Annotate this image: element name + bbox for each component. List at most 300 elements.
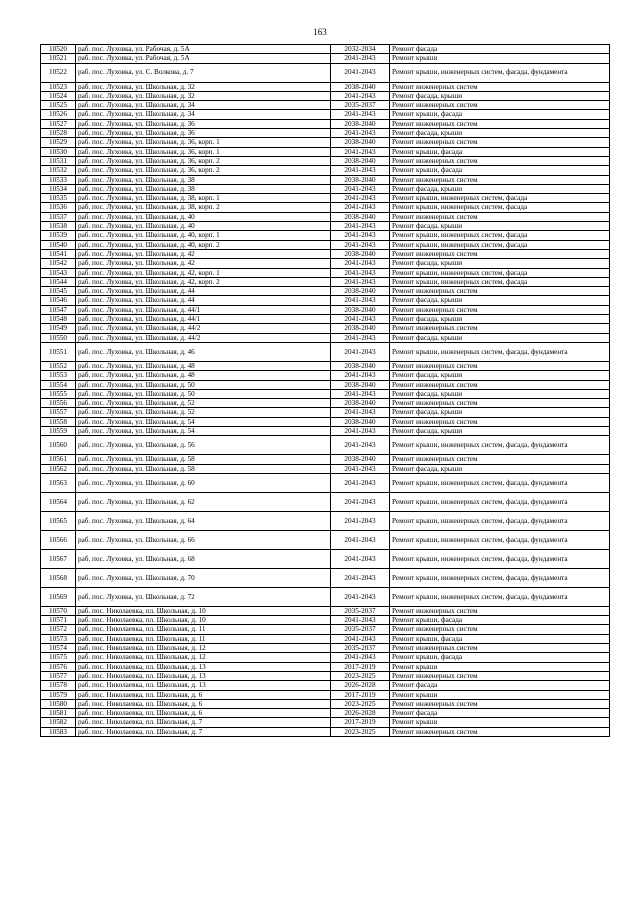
address-cell: раб. пос. Луховка, ул. Школьная, д. 56 bbox=[76, 436, 331, 455]
address-cell: раб. пос. Николаевка, пл. Школьная, д. 7 bbox=[76, 718, 331, 727]
period-cell: 2038-2040 bbox=[331, 455, 390, 464]
table-row bbox=[41, 324, 610, 333]
work-type-cell: Ремонт фасада, крыши bbox=[390, 259, 610, 268]
table-row bbox=[41, 203, 610, 212]
period-cell: 2023-2025 bbox=[331, 727, 390, 736]
row-number-cell: 10540 bbox=[41, 240, 76, 249]
work-type-cell: Ремонт крыши, фасада bbox=[390, 634, 610, 643]
row-number-cell: 10524 bbox=[41, 91, 76, 100]
address-cell: раб. пос. Луховка, ул. Школьная, д. 32 bbox=[76, 91, 331, 100]
table-row bbox=[41, 156, 610, 165]
work-type-cell: Ремонт крыши, фасада bbox=[390, 166, 610, 175]
address-cell: раб. пос. Луховка, ул. Школьная, д. 40, корп. 1 bbox=[76, 231, 331, 240]
work-type-cell: Ремонт крыши, инженерных систем, фасада, фундамента bbox=[390, 436, 610, 455]
address-cell: раб. пос. Николаевка, пл. Школьная, д. 13 bbox=[76, 681, 331, 690]
address-cell: раб. пос. Николаевка, пл. Школьная, д. 6 bbox=[76, 690, 331, 699]
work-type-cell: Ремонт крыши, инженерных систем, фасада, фундамента bbox=[390, 492, 610, 511]
work-type-cell: Ремонт крыши, инженерных систем, фасада, фундамента bbox=[390, 473, 610, 492]
row-number-cell: 10556 bbox=[41, 399, 76, 408]
address-cell: раб. пос. Луховка, ул. Школьная, д. 50 bbox=[76, 380, 331, 389]
period-cell: 2041-2043 bbox=[331, 129, 390, 138]
address-cell: раб. пос. Николаевка, пл. Школьная, д. 7 bbox=[76, 727, 331, 736]
row-number-cell: 10580 bbox=[41, 699, 76, 708]
work-type-cell: Ремонт фасада, крыши bbox=[390, 371, 610, 380]
row-number-cell: 10528 bbox=[41, 129, 76, 138]
table-row bbox=[41, 380, 610, 389]
table-row bbox=[41, 166, 610, 175]
work-type-cell: Ремонт крыши bbox=[390, 54, 610, 63]
address-cell: раб. пос. Луховка, ул. Школьная, д. 52 bbox=[76, 399, 331, 408]
work-type-cell: Ремонт крыши, инженерных систем, фасада, фундамента bbox=[390, 568, 610, 587]
work-type-cell: Ремонт фасада, крыши bbox=[390, 408, 610, 417]
row-number-cell: 10555 bbox=[41, 389, 76, 398]
address-cell: раб. пос. Николаевка, пл. Школьная, д. 11 bbox=[76, 634, 331, 643]
work-type-cell: Ремонт фасада, крыши bbox=[390, 184, 610, 193]
address-cell: раб. пос. Николаевка, пл. Школьная, д. 12 bbox=[76, 653, 331, 662]
table-row bbox=[41, 606, 610, 615]
table-row bbox=[41, 399, 610, 408]
period-cell: 2032-2034 bbox=[331, 45, 390, 54]
work-type-cell: Ремонт фасада, крыши bbox=[390, 296, 610, 305]
row-number-cell: 10576 bbox=[41, 662, 76, 671]
table-row bbox=[41, 277, 610, 286]
table-row bbox=[41, 455, 610, 464]
period-cell: 2041-2043 bbox=[331, 54, 390, 63]
address-cell: раб. пос. Николаевка, пл. Школьная, д. 13 bbox=[76, 662, 331, 671]
period-cell: 2026-2028 bbox=[331, 709, 390, 718]
table-row bbox=[41, 681, 610, 690]
table-row bbox=[41, 644, 610, 653]
work-type-cell: Ремонт фасада, крыши bbox=[390, 222, 610, 231]
work-type-cell: Ремонт крыши, инженерных систем, фасада bbox=[390, 231, 610, 240]
period-cell: 2026-2028 bbox=[331, 681, 390, 690]
table-row bbox=[41, 240, 610, 249]
period-cell: 2041-2043 bbox=[331, 473, 390, 492]
work-type-cell: Ремонт крыши, инженерных систем, фасада, фундамента bbox=[390, 342, 610, 361]
address-cell: раб. пос. Луховка, ул. Школьная, д. 44 bbox=[76, 287, 331, 296]
table-row bbox=[41, 634, 610, 643]
work-type-cell: Ремонт инженерных систем bbox=[390, 249, 610, 258]
address-cell: раб. пос. Николаевка, пл. Школьная, д. 6 bbox=[76, 699, 331, 708]
period-cell: 2041-2043 bbox=[331, 259, 390, 268]
row-number-cell: 10548 bbox=[41, 315, 76, 324]
period-cell: 2041-2043 bbox=[331, 184, 390, 193]
address-cell: раб. пос. Николаевка, пл. Школьная, д. 11 bbox=[76, 625, 331, 634]
address-cell: раб. пос. Луховка, ул. Школьная, д. 58 bbox=[76, 464, 331, 473]
work-type-cell: Ремонт фасада, крыши bbox=[390, 315, 610, 324]
address-cell: раб. пос. Луховка, ул. Школьная, д. 62 bbox=[76, 492, 331, 511]
period-cell: 2041-2043 bbox=[331, 511, 390, 530]
work-type-cell: Ремонт инженерных систем bbox=[390, 699, 610, 708]
work-type-cell: Ремонт инженерных систем bbox=[390, 212, 610, 221]
table-row bbox=[41, 333, 610, 342]
period-cell: 2041-2043 bbox=[331, 389, 390, 398]
work-type-cell: Ремонт инженерных систем bbox=[390, 324, 610, 333]
address-cell: раб. пос. Николаевка, пл. Школьная, д. 6 bbox=[76, 709, 331, 718]
row-number-cell: 10550 bbox=[41, 333, 76, 342]
work-type-cell: Ремонт фасада, крыши bbox=[390, 333, 610, 342]
table-row bbox=[41, 305, 610, 314]
address-cell: раб. пос. Луховка, ул. Школьная, д. 38 bbox=[76, 184, 331, 193]
row-number-cell: 10559 bbox=[41, 426, 76, 435]
row-number-cell: 10574 bbox=[41, 644, 76, 653]
work-type-cell: Ремонт инженерных систем bbox=[390, 101, 610, 110]
table-row bbox=[41, 82, 610, 91]
work-type-cell: Ремонт инженерных систем bbox=[390, 82, 610, 91]
period-cell: 2041-2043 bbox=[331, 426, 390, 435]
row-number-cell: 10554 bbox=[41, 380, 76, 389]
work-type-cell: Ремонт крыши bbox=[390, 662, 610, 671]
period-cell: 2035-2037 bbox=[331, 644, 390, 653]
period-cell: 2041-2043 bbox=[331, 91, 390, 100]
period-cell: 2041-2043 bbox=[331, 268, 390, 277]
row-number-cell: 10577 bbox=[41, 671, 76, 680]
address-cell: раб. пос. Луховка, ул. Школьная, д. 68 bbox=[76, 549, 331, 568]
row-number-cell: 10532 bbox=[41, 166, 76, 175]
row-number-cell: 10544 bbox=[41, 277, 76, 286]
period-cell: 2038-2040 bbox=[331, 212, 390, 221]
address-cell: раб. пос. Луховка, ул. Школьная, д. 42, корп. 2 bbox=[76, 277, 331, 286]
address-cell: раб. пос. Луховка, ул. Школьная, д. 64 bbox=[76, 511, 331, 530]
row-number-cell: 10522 bbox=[41, 63, 76, 82]
period-cell: 2038-2040 bbox=[331, 119, 390, 128]
row-number-cell: 10520 bbox=[41, 45, 76, 54]
table-row bbox=[41, 625, 610, 634]
period-cell: 2041-2043 bbox=[331, 222, 390, 231]
address-cell: раб. пос. Луховка, ул. Школьная, д. 54 bbox=[76, 417, 331, 426]
address-cell: раб. пос. Луховка, ул. Рабочая, д. 5А bbox=[76, 54, 331, 63]
period-cell: 2035-2037 bbox=[331, 606, 390, 615]
table-row bbox=[41, 54, 610, 63]
work-type-cell: Ремонт инженерных систем bbox=[390, 287, 610, 296]
address-cell: раб. пос. Луховка, ул. Школьная, д. 66 bbox=[76, 530, 331, 549]
table-row bbox=[41, 194, 610, 203]
table-row bbox=[41, 268, 610, 277]
period-cell: 2041-2043 bbox=[331, 240, 390, 249]
work-type-cell: Ремонт инженерных систем bbox=[390, 727, 610, 736]
row-number-cell: 10560 bbox=[41, 436, 76, 455]
table-row bbox=[41, 91, 610, 100]
row-number-cell: 10572 bbox=[41, 625, 76, 634]
address-cell: раб. пос. Луховка, ул. Школьная, д. 40 bbox=[76, 222, 331, 231]
table-row bbox=[41, 231, 610, 240]
table-row bbox=[41, 119, 610, 128]
period-cell: 2041-2043 bbox=[331, 296, 390, 305]
row-number-cell: 10525 bbox=[41, 101, 76, 110]
table-row bbox=[41, 699, 610, 708]
row-number-cell: 10571 bbox=[41, 616, 76, 625]
row-number-cell: 10567 bbox=[41, 549, 76, 568]
row-number-cell: 10579 bbox=[41, 690, 76, 699]
registry-table-body bbox=[41, 45, 610, 737]
table-row bbox=[41, 492, 610, 511]
work-type-cell: Ремонт инженерных систем bbox=[390, 606, 610, 615]
address-cell: раб. пос. Луховка, ул. Школьная, д. 36 bbox=[76, 129, 331, 138]
row-number-cell: 10549 bbox=[41, 324, 76, 333]
work-type-cell: Ремонт крыши, фасада bbox=[390, 616, 610, 625]
table-row bbox=[41, 473, 610, 492]
period-cell: 2023-2025 bbox=[331, 699, 390, 708]
work-type-cell: Ремонт крыши, инженерных систем, фасада bbox=[390, 240, 610, 249]
period-cell: 2017-2019 bbox=[331, 662, 390, 671]
row-number-cell: 10552 bbox=[41, 361, 76, 370]
address-cell: раб. пос. Луховка, ул. Школьная, д. 40, корп. 2 bbox=[76, 240, 331, 249]
row-number-cell: 10527 bbox=[41, 119, 76, 128]
period-cell: 2041-2043 bbox=[331, 315, 390, 324]
table-row bbox=[41, 549, 610, 568]
table-row bbox=[41, 389, 610, 398]
table-row bbox=[41, 662, 610, 671]
table-row bbox=[41, 511, 610, 530]
row-number-cell: 10575 bbox=[41, 653, 76, 662]
table-row bbox=[41, 417, 610, 426]
row-number-cell: 10557 bbox=[41, 408, 76, 417]
address-cell: раб. пос. Луховка, ул. С. Волкова, д. 7 bbox=[76, 63, 331, 82]
table-row bbox=[41, 101, 610, 110]
row-number-cell: 10534 bbox=[41, 184, 76, 193]
work-type-cell: Ремонт инженерных систем bbox=[390, 417, 610, 426]
address-cell: раб. пос. Луховка, ул. Школьная, д. 48 bbox=[76, 361, 331, 370]
work-type-cell: Ремонт фасада bbox=[390, 45, 610, 54]
address-cell: раб. пос. Луховка, ул. Школьная, д. 42 bbox=[76, 249, 331, 258]
period-cell: 2041-2043 bbox=[331, 634, 390, 643]
work-type-cell: Ремонт крыши bbox=[390, 718, 610, 727]
address-cell: раб. пос. Луховка, ул. Школьная, д. 42 bbox=[76, 259, 331, 268]
address-cell: раб. пос. Луховка, ул. Школьная, д. 70 bbox=[76, 568, 331, 587]
work-type-cell: Ремонт крыши, инженерных систем, фасада, фундамента bbox=[390, 511, 610, 530]
address-cell: раб. пос. Луховка, ул. Школьная, д. 38, корп. 1 bbox=[76, 194, 331, 203]
period-cell: 2038-2040 bbox=[331, 175, 390, 184]
address-cell: раб. пос. Луховка, ул. Школьная, д. 36 bbox=[76, 119, 331, 128]
address-cell: раб. пос. Луховка, ул. Школьная, д. 38, корп. 2 bbox=[76, 203, 331, 212]
address-cell: раб. пос. Луховка, ул. Школьная, д. 58 bbox=[76, 455, 331, 464]
table-row bbox=[41, 371, 610, 380]
address-cell: раб. пос. Луховка, ул. Рабочая, д. 5А bbox=[76, 45, 331, 54]
period-cell: 2041-2043 bbox=[331, 616, 390, 625]
period-cell: 2023-2025 bbox=[331, 671, 390, 680]
row-number-cell: 10545 bbox=[41, 287, 76, 296]
period-cell: 2041-2043 bbox=[331, 568, 390, 587]
table-row bbox=[41, 287, 610, 296]
address-cell: раб. пос. Луховка, ул. Школьная, д. 48 bbox=[76, 371, 331, 380]
work-type-cell: Ремонт инженерных систем bbox=[390, 361, 610, 370]
period-cell: 2041-2043 bbox=[331, 110, 390, 119]
row-number-cell: 10539 bbox=[41, 231, 76, 240]
table-row bbox=[41, 147, 610, 156]
address-cell: раб. пос. Луховка, ул. Школьная, д. 54 bbox=[76, 426, 331, 435]
work-type-cell: Ремонт крыши, инженерных систем, фасада bbox=[390, 268, 610, 277]
address-cell: раб. пос. Луховка, ул. Школьная, д. 42, корп. 1 bbox=[76, 268, 331, 277]
row-number-cell: 10551 bbox=[41, 342, 76, 361]
table-row bbox=[41, 587, 610, 606]
address-cell: раб. пос. Луховка, ул. Школьная, д. 44 bbox=[76, 296, 331, 305]
work-type-cell: Ремонт инженерных систем bbox=[390, 156, 610, 165]
address-cell: раб. пос. Николаевка, пл. Школьная, д. 10 bbox=[76, 616, 331, 625]
table-row bbox=[41, 184, 610, 193]
row-number-cell: 10535 bbox=[41, 194, 76, 203]
address-cell: раб. пос. Луховка, ул. Школьная, д. 36, корп. 1 bbox=[76, 138, 331, 147]
work-type-cell: Ремонт инженерных систем bbox=[390, 305, 610, 314]
row-number-cell: 10553 bbox=[41, 371, 76, 380]
row-number-cell: 10563 bbox=[41, 473, 76, 492]
table-row bbox=[41, 426, 610, 435]
table-row bbox=[41, 464, 610, 473]
period-cell: 2041-2043 bbox=[331, 277, 390, 286]
period-cell: 2041-2043 bbox=[331, 492, 390, 511]
row-number-cell: 10536 bbox=[41, 203, 76, 212]
row-number-cell: 10538 bbox=[41, 222, 76, 231]
row-number-cell: 10546 bbox=[41, 296, 76, 305]
period-cell: 2041-2043 bbox=[331, 530, 390, 549]
table-row bbox=[41, 361, 610, 370]
period-cell: 2041-2043 bbox=[331, 342, 390, 361]
work-type-cell: Ремонт инженерных систем bbox=[390, 119, 610, 128]
table-row bbox=[41, 249, 610, 258]
period-cell: 2041-2043 bbox=[331, 166, 390, 175]
address-cell: раб. пос. Луховка, ул. Школьная, д. 36, корп. 1 bbox=[76, 147, 331, 156]
registry-table bbox=[40, 44, 610, 737]
table-row bbox=[41, 63, 610, 82]
table-row bbox=[41, 568, 610, 587]
row-number-cell: 10581 bbox=[41, 709, 76, 718]
work-type-cell: Ремонт крыши bbox=[390, 690, 610, 699]
address-cell: раб. пос. Луховка, ул. Школьная, д. 40 bbox=[76, 212, 331, 221]
work-type-cell: Ремонт крыши, инженерных систем, фасада, фундамента bbox=[390, 587, 610, 606]
work-type-cell: Ремонт инженерных систем bbox=[390, 138, 610, 147]
work-type-cell: Ремонт крыши, инженерных систем, фасада, фундамента bbox=[390, 549, 610, 568]
period-cell: 2038-2040 bbox=[331, 138, 390, 147]
work-type-cell: Ремонт крыши, инженерных систем, фасада bbox=[390, 203, 610, 212]
work-type-cell: Ремонт фасада bbox=[390, 709, 610, 718]
period-cell: 2041-2043 bbox=[331, 408, 390, 417]
address-cell: раб. пос. Луховка, ул. Школьная, д. 44/1 bbox=[76, 305, 331, 314]
address-cell: раб. пос. Николаевка, пл. Школьная, д. 13 bbox=[76, 671, 331, 680]
work-type-cell: Ремонт инженерных систем bbox=[390, 625, 610, 634]
row-number-cell: 10533 bbox=[41, 175, 76, 184]
row-number-cell: 10558 bbox=[41, 417, 76, 426]
table-row bbox=[41, 259, 610, 268]
table-row bbox=[41, 212, 610, 221]
table-row bbox=[41, 727, 610, 736]
work-type-cell: Ремонт инженерных систем bbox=[390, 644, 610, 653]
address-cell: раб. пос. Луховка, ул. Школьная, д. 52 bbox=[76, 408, 331, 417]
row-number-cell: 10541 bbox=[41, 249, 76, 258]
table-row bbox=[41, 110, 610, 119]
work-type-cell: Ремонт инженерных систем bbox=[390, 399, 610, 408]
period-cell: 2041-2043 bbox=[331, 587, 390, 606]
period-cell: 2041-2043 bbox=[331, 231, 390, 240]
table-row bbox=[41, 436, 610, 455]
address-cell: раб. пос. Луховка, ул. Школьная, д. 46 bbox=[76, 342, 331, 361]
row-number-cell: 10523 bbox=[41, 82, 76, 91]
period-cell: 2017-2019 bbox=[331, 718, 390, 727]
work-type-cell: Ремонт крыши, инженерных систем, фасада, фундамента bbox=[390, 530, 610, 549]
table-row bbox=[41, 129, 610, 138]
work-type-cell: Ремонт крыши, фасада bbox=[390, 653, 610, 662]
row-number-cell: 10543 bbox=[41, 268, 76, 277]
row-number-cell: 10547 bbox=[41, 305, 76, 314]
row-number-cell: 10529 bbox=[41, 138, 76, 147]
address-cell: раб. пос. Луховка, ул. Школьная, д. 36, корп. 2 bbox=[76, 156, 331, 165]
work-type-cell: Ремонт фасада, крыши bbox=[390, 464, 610, 473]
period-cell: 2035-2037 bbox=[331, 625, 390, 634]
period-cell: 2041-2043 bbox=[331, 653, 390, 662]
row-number-cell: 10569 bbox=[41, 587, 76, 606]
address-cell: раб. пос. Луховка, ул. Школьная, д. 72 bbox=[76, 587, 331, 606]
row-number-cell: 10578 bbox=[41, 681, 76, 690]
row-number-cell: 10537 bbox=[41, 212, 76, 221]
work-type-cell: Ремонт фасада, крыши bbox=[390, 91, 610, 100]
work-type-cell: Ремонт инженерных систем bbox=[390, 455, 610, 464]
row-number-cell: 10583 bbox=[41, 727, 76, 736]
table-row bbox=[41, 45, 610, 54]
period-cell: 2038-2040 bbox=[331, 249, 390, 258]
table-row bbox=[41, 709, 610, 718]
period-cell: 2038-2040 bbox=[331, 399, 390, 408]
work-type-cell: Ремонт крыши, фасада bbox=[390, 110, 610, 119]
period-cell: 2017-2019 bbox=[331, 690, 390, 699]
table-row bbox=[41, 653, 610, 662]
row-number-cell: 10561 bbox=[41, 455, 76, 464]
table-row bbox=[41, 671, 610, 680]
period-cell: 2035-2037 bbox=[331, 101, 390, 110]
row-number-cell: 10566 bbox=[41, 530, 76, 549]
period-cell: 2041-2043 bbox=[331, 63, 390, 82]
address-cell: раб. пос. Луховка, ул. Школьная, д. 34 bbox=[76, 101, 331, 110]
period-cell: 2041-2043 bbox=[331, 147, 390, 156]
work-type-cell: Ремонт инженерных систем bbox=[390, 175, 610, 184]
table-row bbox=[41, 175, 610, 184]
address-cell: раб. пос. Николаевка, пл. Школьная, д. 10 bbox=[76, 606, 331, 615]
row-number-cell: 10531 bbox=[41, 156, 76, 165]
row-number-cell: 10564 bbox=[41, 492, 76, 511]
period-cell: 2038-2040 bbox=[331, 156, 390, 165]
table-row bbox=[41, 222, 610, 231]
address-cell: раб. пос. Луховка, ул. Школьная, д. 32 bbox=[76, 82, 331, 91]
row-number-cell: 10521 bbox=[41, 54, 76, 63]
period-cell: 2041-2043 bbox=[331, 194, 390, 203]
period-cell: 2041-2043 bbox=[331, 371, 390, 380]
row-number-cell: 10570 bbox=[41, 606, 76, 615]
work-type-cell: Ремонт фасада, крыши bbox=[390, 426, 610, 435]
table-row bbox=[41, 690, 610, 699]
table-row bbox=[41, 530, 610, 549]
table-row bbox=[41, 296, 610, 305]
period-cell: 2041-2043 bbox=[331, 464, 390, 473]
period-cell: 2038-2040 bbox=[331, 324, 390, 333]
work-type-cell: Ремонт крыши, инженерных систем, фасада bbox=[390, 194, 610, 203]
table-row bbox=[41, 138, 610, 147]
row-number-cell: 10568 bbox=[41, 568, 76, 587]
work-type-cell: Ремонт фасада, крыши bbox=[390, 129, 610, 138]
period-cell: 2038-2040 bbox=[331, 417, 390, 426]
address-cell: раб. пос. Луховка, ул. Школьная, д. 34 bbox=[76, 110, 331, 119]
table-row bbox=[41, 315, 610, 324]
period-cell: 2038-2040 bbox=[331, 82, 390, 91]
row-number-cell: 10562 bbox=[41, 464, 76, 473]
address-cell: раб. пос. Луховка, ул. Школьная, д. 38 bbox=[76, 175, 331, 184]
period-cell: 2041-2043 bbox=[331, 549, 390, 568]
address-cell: раб. пос. Луховка, ул. Школьная, д. 44/1 bbox=[76, 315, 331, 324]
work-type-cell: Ремонт фасада, крыши bbox=[390, 389, 610, 398]
address-cell: раб. пос. Луховка, ул. Школьная, д. 60 bbox=[76, 473, 331, 492]
row-number-cell: 10582 bbox=[41, 718, 76, 727]
table-row bbox=[41, 616, 610, 625]
page-number: 163 bbox=[313, 27, 327, 37]
row-number-cell: 10530 bbox=[41, 147, 76, 156]
period-cell: 2038-2040 bbox=[331, 361, 390, 370]
row-number-cell: 10573 bbox=[41, 634, 76, 643]
